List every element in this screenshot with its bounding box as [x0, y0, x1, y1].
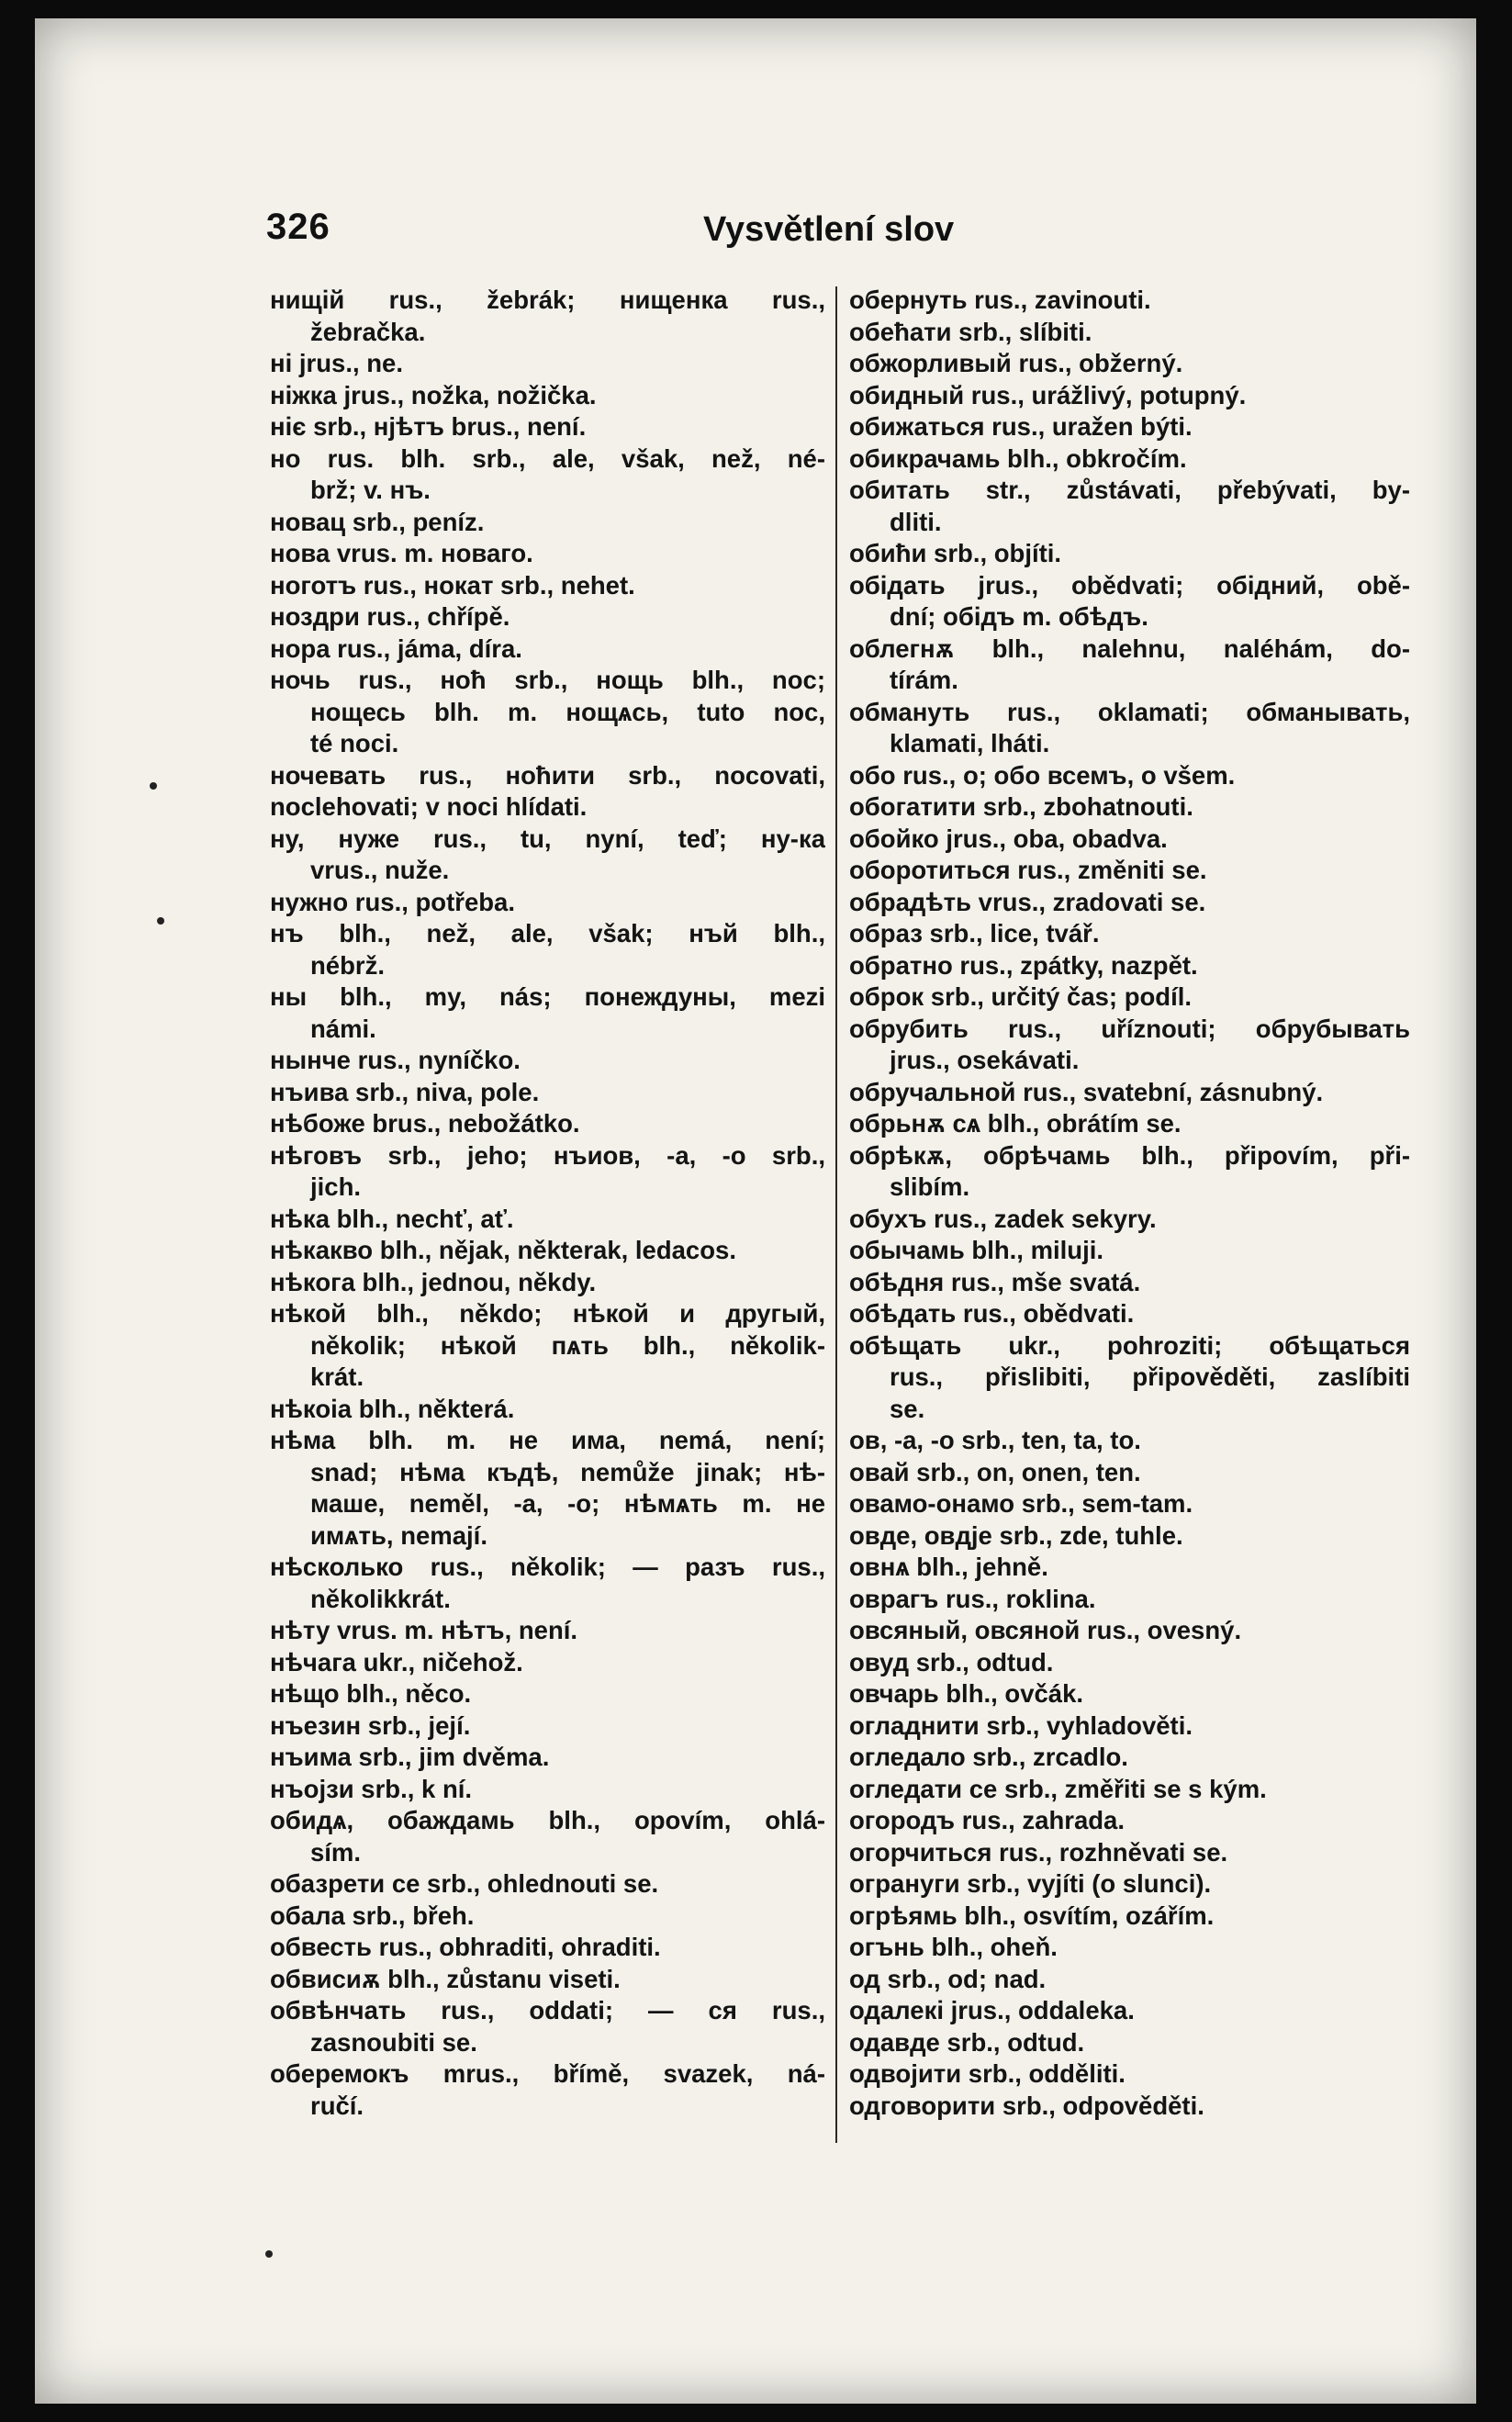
dictionary-line: нужно rus., potřeba. [270, 887, 515, 916]
dictionary-line: snad; нѣма къдѣ, nemůže jinak; нѣ- [310, 1457, 825, 1486]
dictionary-line: нъима srb., jim dvěma. [270, 1743, 550, 1771]
dictionary-line: žebračka. [310, 317, 426, 346]
dictionary-line: оборотиться rus., změniti se. [849, 856, 1207, 884]
dictionary-line: огородъ rus., zahrada. [849, 1806, 1125, 1834]
dictionary-line: обогатити srb., zbohatnouti. [849, 792, 1193, 821]
dictionary-line: ніє srb., нјѣтъ brus., není. [270, 412, 587, 441]
dictionary-line: jrus., osekávati. [890, 1046, 1080, 1074]
dictionary-line: нора rus., jáma, díra. [270, 634, 522, 663]
dictionary-line: нищій rus., žebrák; нищенка rus., [270, 286, 825, 314]
dictionary-line: ночевать rus., ноћити srb., nocovati, [270, 760, 825, 790]
dictionary-line: обрадѣть vrus., zradovati se. [849, 887, 1206, 916]
dictionary-line: одавде srb., odtud. [849, 2027, 1085, 2057]
dictionary-line: té noci. [310, 729, 399, 757]
dictionary-line: огрануги srb., vyjíti (o slunci). [849, 1869, 1212, 1898]
dictionary-line: jich. [310, 1172, 362, 1201]
dictionary-line: нъојзи srb., k ní. [270, 1774, 473, 1803]
dictionary-line: овде, овдје srb., zde, tuhle. [849, 1520, 1183, 1550]
dictionary-line: овуд srb., odtud. [849, 1647, 1054, 1676]
dictionary-line: овчарь blh., ovčák. [849, 1679, 1084, 1708]
dictionary-line: tírám. [890, 666, 958, 694]
dictionary-line: одвојити srb., odděliti. [849, 2059, 1126, 2088]
dictionary-line: нѣщо blh., něco. [270, 1679, 472, 1708]
dictionary-line: обухъ rus., zadek sekyry. [849, 1204, 1157, 1233]
dictionary-line: обѣдня rus., mše svatá. [849, 1267, 1141, 1296]
dictionary-line: ноготъ rus., нокат srb., nehet. [270, 570, 635, 600]
dictionary-line: нѣкоіа blh., některá. [270, 1394, 515, 1423]
page-header [35, 207, 1476, 252]
dictionary-line: овай srb., on, onen, ten. [849, 1457, 1141, 1486]
dictionary-line: обрѣкѫ, обрѣчамь blh., připovím, při- [849, 1140, 1410, 1170]
dictionary-line: нѣбоже brus., nebožátko. [270, 1109, 580, 1138]
dictionary-line: обідать jrus., obědvati; обідний, obě- [849, 570, 1410, 600]
scan-speck [265, 2250, 273, 2258]
dictionary-line: několik; нѣкой пѧть blh., několik- [310, 1330, 825, 1360]
dictionary-line: обазрети се srb., ohlednouti se. [270, 1869, 659, 1898]
dictionary-line: klamati, lháti. [890, 729, 1050, 757]
dictionary-line: нѣкакво blh., nějak, některak, ledacos. [270, 1236, 736, 1264]
dictionary-line: rus., přislibiti, připověděti, zaslíbiti [890, 1362, 1410, 1391]
dictionary-line: огрѣямь blh., osvítím, ozářím. [849, 1901, 1215, 1930]
column-divider [835, 286, 837, 2143]
dictionary-line: новац srb., peníz. [270, 507, 485, 536]
dictionary-line: námi. [310, 1014, 376, 1043]
dictionary-line: krát. [310, 1362, 364, 1391]
dictionary-line: обидѧ, обаждамь blh., opovím, ohlá- [270, 1806, 825, 1834]
right-column [849, 285, 1410, 2122]
dictionary-line: но rus. blh. srb., ale, však, než, né- [270, 443, 825, 473]
dictionary-line: nébrž. [310, 950, 385, 980]
dictionary-line: se. [890, 1394, 925, 1423]
dictionary-line: обикрачамь blh., obkročím. [849, 443, 1187, 473]
dictionary-line: огледало srb., zrcadlo. [849, 1743, 1128, 1771]
dictionary-line: огладнити srb., vyhladověti. [849, 1710, 1193, 1740]
dictionary-line: нова vrus. m. новаго. [270, 539, 533, 567]
page-number: 326 [266, 207, 330, 247]
dictionary-line: ночь rus., ноћ srb., нощь blh., noc; [270, 666, 825, 694]
dictionary-line: ručí. [310, 2091, 364, 2120]
dictionary-line: овсяный, овсяной rus., ovesný. [849, 1616, 1242, 1644]
scan-speck [150, 782, 157, 790]
dictionary-line: ну, нуже rus., tu, nyní, teď; ну-ка [270, 824, 825, 853]
dictionary-line: нѣка blh., nechť, ať. [270, 1204, 514, 1233]
dictionary-line: обрубить rus., uříznouti; обрубывать [849, 1014, 1410, 1043]
dictionary-line: dní; обідъ m. обѣдъ. [890, 602, 1148, 631]
dictionary-line: обвисиѫ blh., zůstanu viseti. [270, 1964, 621, 1993]
dictionary-line: од srb., od; nad. [849, 1964, 1047, 1993]
dictionary-line: нѣкога blh., jednou, někdy. [270, 1267, 597, 1296]
dictionary-line: огорчиться rus., rozhněvati se. [849, 1837, 1228, 1867]
dictionary-line: sím. [310, 1837, 362, 1867]
dictionary-line: slibím. [890, 1172, 970, 1201]
dictionary-line: обећати srb., slíbiti. [849, 317, 1092, 346]
dictionary-line: обала srb., břeh. [270, 1901, 475, 1930]
dictionary-line: нѣкой blh., někdo; нѣкой и другый, [270, 1299, 825, 1328]
dictionary-line: обернуть rus., zavinouti. [849, 286, 1151, 314]
dictionary-line: имѧть, nemají. [310, 1520, 487, 1550]
dictionary-line: облегнѫ blh., nalehnu, naléhám, do- [849, 634, 1410, 663]
dictionary-line: нъива srb., niva, pole. [270, 1077, 540, 1106]
dictionary-line: обитать str., zůstávati, přebývati, by- [849, 476, 1410, 504]
dictionary-line: нѣчага ukr., ničehož. [270, 1647, 523, 1676]
dictionary-line: zasnoubiti se. [310, 2027, 477, 2057]
dictionary-line: noclehovati; v noci hlídati. [270, 792, 588, 821]
dictionary-line: нѣговъ srb., jeho; нъиов, -a, -o srb., [270, 1140, 825, 1170]
dictionary-line: одалекі jrus., oddaleka. [849, 1996, 1135, 2024]
dictionary-line: brž; v. нъ. [310, 476, 431, 504]
dictionary-line: одговорити srb., odpověděti. [849, 2091, 1204, 2120]
dictionary-line: ны blh., my, nás; понеждуны, mezi [270, 982, 825, 1011]
dictionary-line: обжорливый rus., obžerný. [849, 349, 1183, 377]
dictionary-line: нынче rus., nyníčko. [270, 1046, 521, 1074]
dictionary-line: образ srb., lice, tvář. [849, 919, 1100, 947]
dictionary-line: огледати се srb., změřiti se s kým. [849, 1774, 1267, 1803]
dictionary-line: обѣдать rus., obědvati. [849, 1299, 1135, 1328]
dictionary-line: обо rus., o; обо всемъ, o všem. [849, 760, 1236, 790]
dictionary-line: обрьнѫ сѧ blh., obrátím se. [849, 1109, 1182, 1138]
dictionary-line: vrus., nuže. [310, 856, 450, 884]
dictionary-line: обратно rus., zpátky, nazpět. [849, 950, 1198, 980]
scan-speck [157, 917, 164, 925]
running-title: Vysvětlení slov [703, 210, 955, 249]
dictionary-line: обижаться rus., uražen býti. [849, 412, 1193, 441]
dictionary-line: овнѧ blh., jehně. [849, 1553, 1048, 1581]
dictionary-line: ніжка jrus., nožka, nožička. [270, 380, 597, 409]
dictionary-line: ні jrus., ne. [270, 349, 403, 377]
dictionary-line: оврагъ rus., roklina. [849, 1584, 1096, 1613]
dictionary-line: обычамь blh., miluji. [849, 1236, 1104, 1264]
left-column [270, 285, 825, 2122]
dictionary-line: нѣту vrus. m. нѣтъ, není. [270, 1616, 578, 1644]
dictionary-line: dliti. [890, 507, 942, 536]
dictionary-line: нощесь blh. m. нощѧсь, tuto noc, [310, 697, 825, 726]
dictionary-line: обѣщать ukr., pohroziti; обѣщаться [849, 1330, 1410, 1360]
dictionary-line: маше, neměl, -a, -o; нѣмѧть m. не [310, 1489, 825, 1518]
dictionary-line: оберемокъ mrus., břímě, svazek, ná- [270, 2059, 825, 2088]
book-page [35, 18, 1476, 2404]
dictionary-line: обойко jrus., oba, obadva. [849, 824, 1168, 853]
dictionary-line: нъ blh., než, ale, však; нъй blh., [270, 919, 825, 947]
dictionary-line: обвесть rus., obhraditi, ohraditi. [270, 1933, 661, 1961]
dictionary-line: několikkrát. [310, 1584, 451, 1613]
dictionary-line: овамо-онамо srb., sem-tam. [849, 1489, 1193, 1518]
dictionary-line: обићи srb., objíti. [849, 539, 1062, 567]
dictionary-line: обручальной rus., svatební, zásnubný. [849, 1077, 1324, 1106]
dictionary-line: обидный rus., urážlivý, potupný. [849, 380, 1247, 409]
dictionary-line: нѣма blh. m. не има, nemá, není; [270, 1426, 825, 1454]
dictionary-line: обмануть rus., oklamati; обманывать, [849, 697, 1410, 726]
dictionary-line: ов, -a, -o srb., ten, ta, to. [849, 1426, 1141, 1454]
dictionary-line: нъезин srb., její. [270, 1710, 471, 1740]
dictionary-line: оброк srb., určitý čas; podíl. [849, 982, 1193, 1011]
dictionary-line: ноздри rus., chřípě. [270, 602, 510, 631]
dictionary-line: огънь blh., oheň. [849, 1933, 1058, 1961]
dictionary-line: нѣсколько rus., několik; — разъ rus., [270, 1553, 825, 1581]
dictionary-line: обвѣнчать rus., oddati; — ся rus., [270, 1996, 825, 2024]
